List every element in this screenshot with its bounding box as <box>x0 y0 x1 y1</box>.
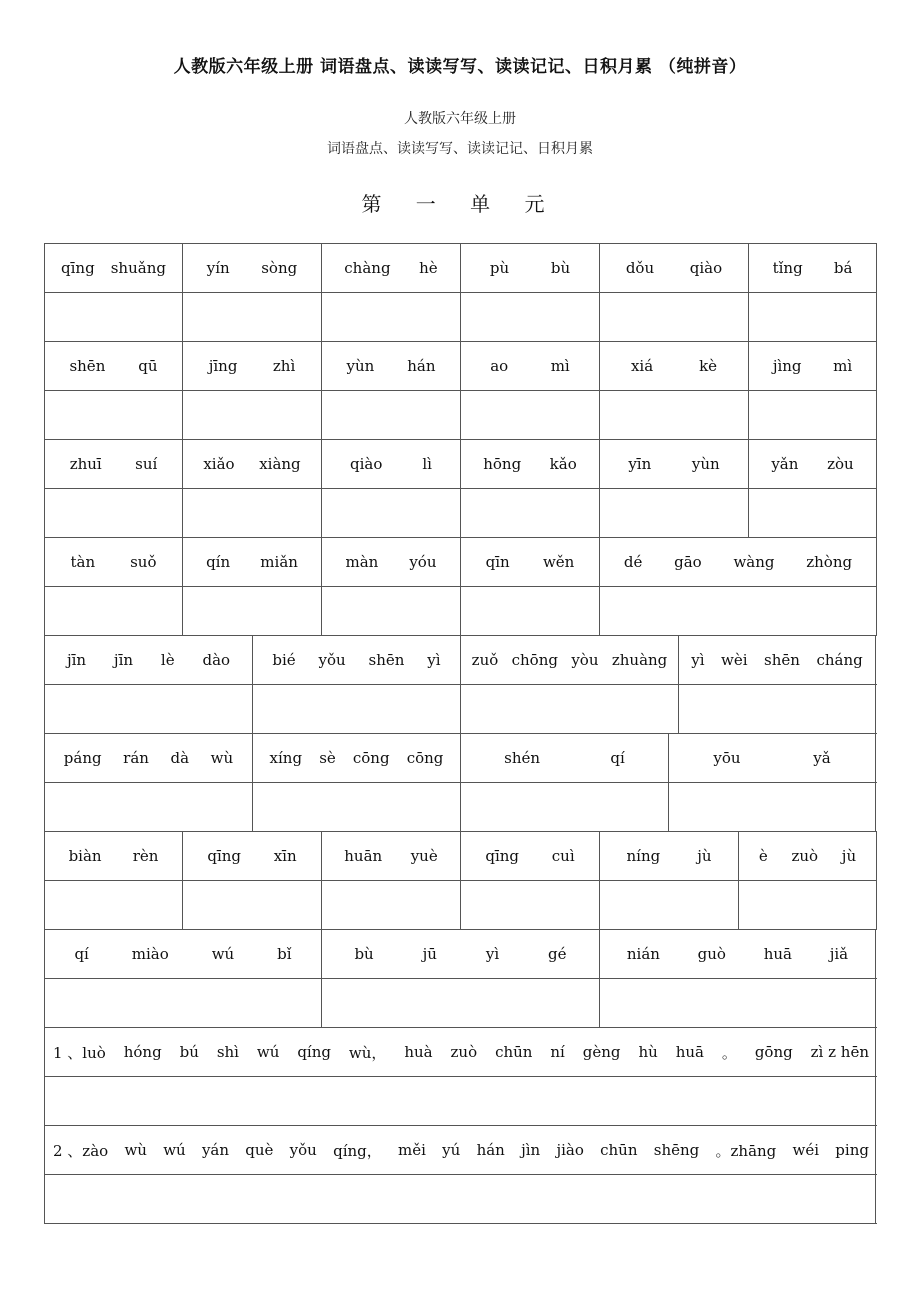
pinyin-syllable: chàng <box>344 259 391 277</box>
pinyin-row-4 <box>45 538 877 587</box>
sentence-word: wú <box>256 1043 280 1061</box>
pinyin-syllable: jīn <box>113 651 134 669</box>
sentence-answer-row-1 <box>45 1077 877 1126</box>
sentence-word: hù <box>638 1043 658 1061</box>
answer-box[interactable] <box>749 293 877 341</box>
answer-box[interactable] <box>461 293 600 341</box>
word-cell <box>45 244 183 292</box>
pinyin-syllable: xiá <box>630 357 654 375</box>
word-cell <box>749 440 877 488</box>
answer-row-5 <box>45 685 877 734</box>
pinyin-syllable: wèi <box>721 651 748 669</box>
sentence-word: gōng <box>754 1043 793 1061</box>
answer-box[interactable] <box>600 293 749 341</box>
word-cell <box>183 440 322 488</box>
pinyin-syllable: shēn <box>764 651 800 669</box>
word-cell <box>322 832 461 880</box>
word-cell <box>461 832 600 880</box>
sentence-word: měi <box>398 1141 426 1159</box>
pinyin-syllable: mì <box>550 357 570 375</box>
pinyin-syllable: huā <box>763 945 792 963</box>
sentence-word: chūn <box>600 1141 638 1159</box>
answer-row-1 <box>45 293 877 342</box>
pinyin-row-6 <box>45 734 877 783</box>
pinyin-syllable: dào <box>202 651 231 669</box>
sentence-word: ping <box>835 1141 869 1159</box>
word-cell <box>45 342 183 390</box>
idiom-cell <box>461 636 679 684</box>
word-cell <box>461 440 600 488</box>
pinyin-syllable: nián <box>626 945 660 963</box>
answer-row-4 <box>45 587 877 636</box>
pinyin-syllable: kǎo <box>549 455 577 473</box>
idiom-cell <box>45 734 253 782</box>
pinyin-row-3 <box>45 440 877 489</box>
idiom-cell <box>253 636 461 684</box>
answer-box[interactable] <box>183 881 322 929</box>
pinyin-syllable: qīn <box>485 553 510 571</box>
sentence-word: shēng <box>653 1141 700 1159</box>
pinyin-syllable: dà <box>170 749 190 767</box>
pinyin-syllable: zuò <box>791 847 819 865</box>
sentence-row-2 <box>45 1126 877 1175</box>
pinyin-syllable: zhuī <box>69 455 102 473</box>
answer-box[interactable] <box>253 685 461 733</box>
answer-box[interactable] <box>45 979 322 1027</box>
pinyin-syllable: biàn <box>68 847 102 865</box>
pinyin-syllable: sè <box>319 749 336 767</box>
idiom-cell <box>322 930 600 978</box>
word-cell <box>183 832 322 880</box>
pinyin-syllable: qīng <box>207 847 242 865</box>
word-cell <box>600 244 749 292</box>
sentence-row-1 <box>45 1028 877 1077</box>
sentence-word: 2 、zào <box>53 1141 109 1160</box>
answer-box[interactable] <box>679 685 876 733</box>
answer-box[interactable] <box>461 391 600 439</box>
word-cell <box>322 538 461 586</box>
sentence-word: jìn <box>521 1141 541 1159</box>
pinyin-syllable: è <box>758 847 768 865</box>
answer-box[interactable] <box>749 489 877 537</box>
sentence-word: ní <box>550 1043 565 1061</box>
pinyin-syllable: lì <box>422 455 432 473</box>
sentence-word: bú <box>179 1043 199 1061</box>
answer-box[interactable] <box>322 489 461 537</box>
pinyin-syllable: jù <box>697 847 712 865</box>
answer-row-8 <box>45 979 877 1028</box>
pinyin-syllable: jiǎ <box>829 945 849 963</box>
sentence-word: jiào <box>556 1141 584 1159</box>
pinyin-syllable: wú <box>211 945 235 963</box>
pinyin-syllable: jù <box>841 847 857 865</box>
pinyin-syllable: suí <box>135 455 158 473</box>
pinyin-syllable: níng <box>626 847 661 865</box>
answer-box[interactable] <box>45 1077 876 1125</box>
sentence-answer-row-2 <box>45 1175 877 1224</box>
pinyin-syllable: hōng <box>483 455 522 473</box>
sentence-word: yǒu <box>289 1141 317 1159</box>
pinyin-syllable: wàng <box>733 553 775 571</box>
answer-box[interactable] <box>183 489 322 537</box>
sentence-word: qíng <box>297 1043 331 1061</box>
pinyin-syllable: cháng <box>816 651 863 669</box>
sentence-cell <box>45 1028 876 1076</box>
sentence-word: chūn <box>495 1043 533 1061</box>
word-cell <box>183 538 322 586</box>
pinyin-row-5 <box>45 636 877 685</box>
pinyin-syllable: qí <box>610 749 625 767</box>
pinyin-syllable: páng <box>63 749 102 767</box>
pinyin-syllable: jīng <box>208 357 238 375</box>
document-title: 人教版六年级上册 词语盘点、读读写写、读读记记、日积月累 （纯拼音） <box>173 57 747 77</box>
word-cell <box>183 342 322 390</box>
pinyin-syllable: zhuàng <box>611 651 668 669</box>
answer-row-7 <box>45 881 877 930</box>
idiom-cell <box>600 930 876 978</box>
pinyin-syllable: dǒu <box>625 259 655 277</box>
sentence-word: huā <box>675 1043 704 1061</box>
pinyin-row-8 <box>45 930 877 979</box>
pinyin-syllable: qiào <box>350 455 383 473</box>
word-cell <box>600 832 739 880</box>
pinyin-syllable: tǐng <box>772 259 803 277</box>
pinyin-syllable: yuè <box>410 847 438 865</box>
answer-box[interactable] <box>253 783 461 831</box>
answer-box[interactable] <box>600 489 749 537</box>
word-cell <box>600 440 749 488</box>
sentence-word: yú <box>442 1141 461 1159</box>
pinyin-syllable: qiào <box>689 259 723 277</box>
pinyin-syllable: jìng <box>772 357 802 375</box>
word-cell <box>600 342 749 390</box>
pinyin-syllable: bá <box>833 259 853 277</box>
answer-box[interactable] <box>183 391 322 439</box>
pinyin-syllable: pù <box>489 259 510 277</box>
idiom-cell <box>45 636 253 684</box>
pinyin-syllable: sòng <box>261 259 298 277</box>
sentence-word: wù， <box>348 1043 387 1062</box>
answer-row-6 <box>45 783 877 832</box>
subtitle-sections: 词语盘点、读读写写、读读记记、日积月累 <box>327 141 593 157</box>
pinyin-syllable: yòu <box>571 651 599 669</box>
sentence-word: shì <box>216 1043 239 1061</box>
idiom-cell <box>679 636 876 684</box>
word-cell <box>45 832 183 880</box>
pinyin-syllable: qīng <box>485 847 520 865</box>
pinyin-syllable: yùn <box>691 455 720 473</box>
pinyin-syllable: yǎ <box>813 749 831 767</box>
answer-box[interactable] <box>45 685 253 733</box>
word-cell <box>461 342 600 390</box>
pinyin-syllable: zhì <box>272 357 296 375</box>
idiom-cell <box>45 930 322 978</box>
pinyin-syllable: zòu <box>827 455 854 473</box>
sentence-word: hóng <box>123 1043 162 1061</box>
pinyin-syllable: xiǎo <box>203 455 235 473</box>
sentence-word: hán <box>476 1141 505 1159</box>
pinyin-syllable: yì <box>427 651 441 669</box>
pinyin-syllable: dé <box>623 553 643 571</box>
answer-box[interactable] <box>600 979 876 1027</box>
sentence-word: zuò <box>450 1043 478 1061</box>
subtitle-grade: 人教版六年级上册 <box>404 111 516 127</box>
answer-box[interactable] <box>45 783 253 831</box>
answer-box[interactable] <box>322 979 600 1027</box>
answer-row-2 <box>45 391 877 440</box>
answer-box[interactable] <box>461 881 600 929</box>
word-cell <box>749 244 877 292</box>
pinyin-syllable: yì <box>691 651 705 669</box>
pinyin-syllable: suǒ <box>130 553 157 571</box>
pinyin-syllable: yì <box>485 945 500 963</box>
pinyin-syllable: yǒu <box>318 651 346 669</box>
pinyin-syllable: gāo <box>674 553 702 571</box>
sentence-word: wéi <box>792 1141 820 1159</box>
pinyin-syllable: hè <box>419 259 438 277</box>
word-cell <box>461 538 600 586</box>
pinyin-syllable: kè <box>699 357 718 375</box>
pinyin-syllable: bié <box>272 651 296 669</box>
answer-box[interactable] <box>461 587 600 635</box>
pinyin-syllable: mì <box>833 357 853 375</box>
pinyin-row-7 <box>45 832 877 881</box>
idiom-cell <box>253 734 461 782</box>
sentence-word: 。 <box>721 1043 737 1062</box>
pinyin-syllable: cuì <box>551 847 575 865</box>
pinyin-syllable: yōu <box>713 749 741 767</box>
pinyin-syllable: xīn <box>273 847 297 865</box>
word-cell <box>322 440 461 488</box>
word-cell <box>461 244 600 292</box>
pinyin-syllable: guò <box>697 945 726 963</box>
answer-box[interactable] <box>461 685 679 733</box>
pinyin-syllable: yǎn <box>771 455 799 473</box>
sentence-word: 1 、luò <box>53 1043 106 1062</box>
pinyin-syllable: jīn <box>66 651 87 669</box>
pinyin-row-1 <box>45 244 877 293</box>
pinyin-syllable: zhòng <box>806 553 853 571</box>
pinyin-syllable: xiàng <box>259 455 301 473</box>
pinyin-syllable: wěn <box>542 553 575 571</box>
pinyin-syllable: xíng <box>269 749 303 767</box>
pinyin-syllable: shēn <box>69 357 106 375</box>
pinyin-row-2 <box>45 342 877 391</box>
answer-box[interactable] <box>45 1175 876 1223</box>
pinyin-worksheet-grid <box>44 243 877 1224</box>
answer-box[interactable] <box>749 391 877 439</box>
word-cell <box>749 342 877 390</box>
pinyin-syllable: bù <box>550 259 571 277</box>
word-cell <box>739 832 877 880</box>
word-cell <box>45 538 183 586</box>
word-cell <box>45 440 183 488</box>
pinyin-syllable: zuǒ <box>471 651 499 669</box>
pinyin-syllable: rán <box>123 749 149 767</box>
idiom-cell <box>600 538 877 586</box>
pinyin-syllable: cōng <box>406 749 444 767</box>
answer-box[interactable] <box>45 391 183 439</box>
word-cell <box>669 734 876 782</box>
pinyin-syllable: ao <box>490 357 509 375</box>
answer-box[interactable] <box>45 881 183 929</box>
sentence-cell <box>45 1126 876 1174</box>
answer-box[interactable] <box>183 587 322 635</box>
answer-box[interactable] <box>322 293 461 341</box>
pinyin-syllable: gé <box>548 945 567 963</box>
pinyin-syllable: bǐ <box>277 945 292 963</box>
pinyin-syllable: wù <box>210 749 234 767</box>
answer-box[interactable] <box>600 587 877 635</box>
answer-box[interactable] <box>183 293 322 341</box>
pinyin-syllable: jū <box>422 945 437 963</box>
answer-box[interactable] <box>45 587 183 635</box>
pinyin-syllable: rèn <box>132 847 159 865</box>
word-cell <box>322 244 461 292</box>
answer-box[interactable] <box>45 489 183 537</box>
pinyin-syllable: shén <box>504 749 541 767</box>
pinyin-syllable: tàn <box>70 553 96 571</box>
sentence-word: zì z hēn <box>810 1043 869 1061</box>
pinyin-syllable: chōng <box>511 651 558 669</box>
pinyin-syllable: yīn <box>628 455 652 473</box>
pinyin-syllable: shēn <box>368 651 405 669</box>
sentence-word: wù <box>124 1141 147 1159</box>
sentence-word: qíng， <box>333 1141 382 1160</box>
pinyin-syllable: cōng <box>352 749 390 767</box>
pinyin-syllable: yùn <box>346 357 375 375</box>
pinyin-syllable: yín <box>206 259 230 277</box>
sentence-word: 。zhāng <box>715 1141 777 1160</box>
answer-row-3 <box>45 489 877 538</box>
answer-box[interactable] <box>322 587 461 635</box>
pinyin-syllable: qū <box>138 357 158 375</box>
pinyin-syllable: lè <box>160 651 175 669</box>
sentence-word: huà <box>404 1043 433 1061</box>
answer-box[interactable] <box>600 881 739 929</box>
answer-box[interactable] <box>322 881 461 929</box>
answer-box[interactable] <box>45 293 183 341</box>
word-cell <box>183 244 322 292</box>
sentence-word: wú <box>163 1141 186 1159</box>
sentence-word: gèng <box>582 1043 621 1061</box>
answer-box[interactable] <box>669 783 876 831</box>
pinyin-syllable: shuǎng <box>110 259 166 277</box>
word-cell <box>322 342 461 390</box>
answer-box[interactable] <box>739 881 877 929</box>
pinyin-syllable: qīng <box>61 259 95 277</box>
answer-box[interactable] <box>322 391 461 439</box>
pinyin-syllable: huān <box>344 847 383 865</box>
answer-box[interactable] <box>461 783 669 831</box>
unit-heading: 第 一 单 元 <box>361 192 559 216</box>
pinyin-syllable: yóu <box>409 553 437 571</box>
pinyin-syllable: qín <box>206 553 231 571</box>
pinyin-syllable: bù <box>354 945 374 963</box>
sentence-word: què <box>245 1141 274 1159</box>
answer-box[interactable] <box>600 391 749 439</box>
pinyin-syllable: hán <box>407 357 436 375</box>
sentence-word: yán <box>201 1141 230 1159</box>
word-cell <box>461 734 669 782</box>
answer-box[interactable] <box>461 489 600 537</box>
pinyin-syllable: miào <box>131 945 169 963</box>
pinyin-syllable: màn <box>345 553 379 571</box>
pinyin-syllable: qí <box>74 945 89 963</box>
pinyin-syllable: miǎn <box>260 553 298 571</box>
